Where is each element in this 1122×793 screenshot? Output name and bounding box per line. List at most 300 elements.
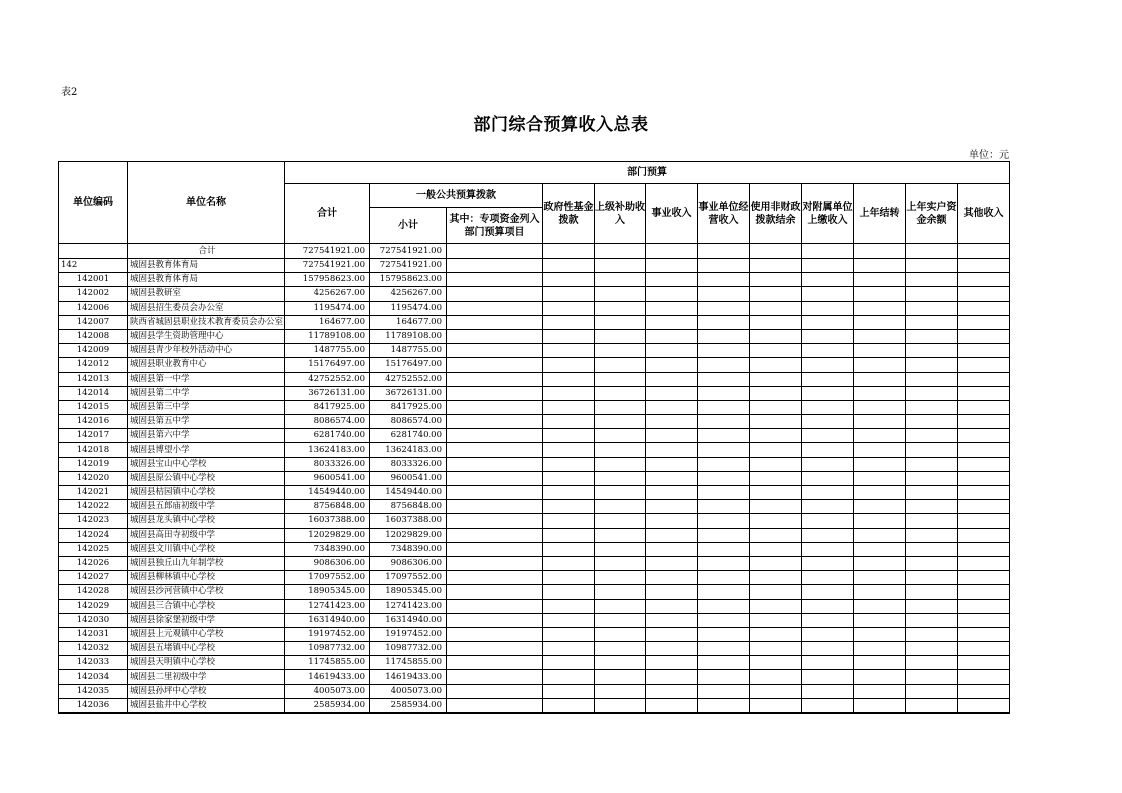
row-name: 城固县独丘山九年制学校 <box>128 556 285 570</box>
row-empty-cell <box>543 429 595 443</box>
row-total: 7348390.00 <box>285 542 370 556</box>
row-empty-cell <box>854 698 906 713</box>
row-empty-cell <box>543 471 595 485</box>
row-total: 16037388.00 <box>285 514 370 528</box>
row-empty-cell <box>802 670 854 684</box>
row-code: 142036 <box>59 698 128 713</box>
row-empty-cell <box>447 358 543 372</box>
row-empty-cell <box>958 259 1010 273</box>
header-code: 单位编码 <box>59 162 128 244</box>
unit-label: 单位：元 <box>969 150 1009 161</box>
row-name: 城固县三合镇中心学校 <box>128 599 285 613</box>
row-empty-cell <box>802 471 854 485</box>
row-empty-cell <box>698 670 750 684</box>
row-empty-cell <box>646 386 698 400</box>
row-empty-cell <box>447 514 543 528</box>
row-empty-cell <box>595 344 646 358</box>
row-total: 727541921.00 <box>285 244 370 259</box>
row-empty-cell <box>543 244 595 259</box>
row-empty-cell <box>646 571 698 585</box>
row-empty-cell <box>595 457 646 471</box>
row-code: 142 <box>59 259 128 273</box>
row-total: 727541921.00 <box>285 259 370 273</box>
row-empty-cell <box>906 329 958 343</box>
row-empty-cell <box>958 556 1010 570</box>
row-empty-cell <box>906 528 958 542</box>
row-empty-cell <box>854 443 906 457</box>
row-subtotal: 727541921.00 <box>370 259 447 273</box>
row-empty-cell <box>595 471 646 485</box>
row-empty-cell <box>802 344 854 358</box>
row-name: 城固县第五中学 <box>128 415 285 429</box>
row-empty-cell <box>958 329 1010 343</box>
row-empty-cell <box>906 457 958 471</box>
row-empty-cell <box>646 528 698 542</box>
row-total: 164677.00 <box>285 315 370 329</box>
row-empty-cell <box>595 429 646 443</box>
row-name: 城固县上元观镇中心学校 <box>128 627 285 641</box>
row-code: 142026 <box>59 556 128 570</box>
row-empty-cell <box>854 358 906 372</box>
budget-income-table <box>58 161 1010 714</box>
row-empty-cell <box>646 627 698 641</box>
row-empty-cell <box>646 400 698 414</box>
row-name: 陕西省城固县职业技术教育委员会办公室 <box>128 315 285 329</box>
row-empty-cell <box>646 287 698 301</box>
row-empty-cell <box>854 571 906 585</box>
row-empty-cell <box>906 656 958 670</box>
row-empty-cell <box>750 500 802 514</box>
row-empty-cell <box>698 500 750 514</box>
row-empty-cell <box>958 627 1010 641</box>
row-subtotal: 14549440.00 <box>370 486 447 500</box>
row-code: 142035 <box>59 684 128 698</box>
row-empty-cell <box>698 386 750 400</box>
row-code: 142016 <box>59 415 128 429</box>
row-subtotal: 11745855.00 <box>370 656 447 670</box>
row-empty-cell <box>906 542 958 556</box>
row-empty-cell <box>595 670 646 684</box>
row-subtotal: 36726131.00 <box>370 386 447 400</box>
row-name: 城固县第一中学 <box>128 372 285 386</box>
row-empty-cell <box>854 471 906 485</box>
row-empty-cell <box>958 415 1010 429</box>
row-empty-cell <box>906 344 958 358</box>
row-empty-cell <box>543 329 595 343</box>
row-empty-cell <box>802 443 854 457</box>
row-empty-cell <box>646 556 698 570</box>
row-total: 157958623.00 <box>285 273 370 287</box>
row-empty-cell <box>906 556 958 570</box>
row-empty-cell <box>646 244 698 259</box>
row-empty-cell <box>698 599 750 613</box>
row-total: 13624183.00 <box>285 443 370 457</box>
row-empty-cell <box>595 259 646 273</box>
row-empty-cell <box>854 656 906 670</box>
row-empty-cell <box>698 514 750 528</box>
row-code: 142006 <box>59 301 128 315</box>
row-empty-cell <box>958 358 1010 372</box>
row-empty-cell <box>802 301 854 315</box>
row-empty-cell <box>802 571 854 585</box>
row-empty-cell <box>595 500 646 514</box>
row-empty-cell <box>646 514 698 528</box>
row-empty-cell <box>595 329 646 343</box>
row-name: 城固县孙坪中心学校 <box>128 684 285 698</box>
row-empty-cell <box>543 415 595 429</box>
row-empty-cell <box>906 486 958 500</box>
row-empty-cell <box>854 301 906 315</box>
row-empty-cell <box>543 599 595 613</box>
row-empty-cell <box>646 415 698 429</box>
row-empty-cell <box>906 287 958 301</box>
row-name: 城固县文川镇中心学校 <box>128 542 285 556</box>
row-subtotal: 1195474.00 <box>370 301 447 315</box>
row-empty-cell <box>906 301 958 315</box>
row-empty-cell <box>802 457 854 471</box>
row-empty-cell <box>854 372 906 386</box>
row-empty-cell <box>750 287 802 301</box>
row-subtotal: 164677.00 <box>370 315 447 329</box>
row-empty-cell <box>750 415 802 429</box>
row-code: 142021 <box>59 486 128 500</box>
row-empty-cell <box>646 358 698 372</box>
row-empty-cell <box>906 684 958 698</box>
row-empty-cell <box>646 315 698 329</box>
row-empty-cell <box>958 599 1010 613</box>
row-empty-cell <box>750 528 802 542</box>
row-empty-cell <box>854 259 906 273</box>
row-subtotal: 9600541.00 <box>370 471 447 485</box>
row-empty-cell <box>802 556 854 570</box>
row-subtotal: 11789108.00 <box>370 329 447 343</box>
row-subtotal: 14619433.00 <box>370 670 447 684</box>
row-empty-cell <box>802 528 854 542</box>
row-name: 城固县教研室 <box>128 287 285 301</box>
table-row <box>59 471 1010 485</box>
table-row <box>59 429 1010 443</box>
header-special-funds: 其中：专项资金列入部门预算项目 <box>447 208 543 244</box>
row-empty-cell <box>958 486 1010 500</box>
row-total: 12741423.00 <box>285 599 370 613</box>
row-empty-cell <box>854 585 906 599</box>
row-empty-cell <box>543 627 595 641</box>
row-name: 城固县桔园镇中心学校 <box>128 486 285 500</box>
row-code: 142012 <box>59 358 128 372</box>
table-row <box>59 656 1010 670</box>
row-empty-cell <box>750 599 802 613</box>
row-empty-cell <box>906 670 958 684</box>
row-empty-cell <box>958 542 1010 556</box>
row-code: 142013 <box>59 372 128 386</box>
row-empty-cell <box>447 471 543 485</box>
row-empty-cell <box>447 372 543 386</box>
row-empty-cell <box>906 443 958 457</box>
row-subtotal: 42752552.00 <box>370 372 447 386</box>
row-code: 142028 <box>59 585 128 599</box>
row-code: 142027 <box>59 571 128 585</box>
row-total: 4005073.00 <box>285 684 370 698</box>
row-empty-cell <box>543 486 595 500</box>
row-empty-cell <box>750 642 802 656</box>
table-row <box>59 287 1010 301</box>
row-name: 城固县学生资助管理中心 <box>128 329 285 343</box>
row-empty-cell <box>698 556 750 570</box>
row-empty-cell <box>854 684 906 698</box>
row-empty-cell <box>958 585 1010 599</box>
row-empty-cell <box>543 457 595 471</box>
row-code: 142009 <box>59 344 128 358</box>
row-empty-cell <box>595 528 646 542</box>
row-total: 15176497.00 <box>285 358 370 372</box>
row-subtotal: 8033326.00 <box>370 457 447 471</box>
row-total: 9086306.00 <box>285 556 370 570</box>
row-code: 142015 <box>59 400 128 414</box>
row-empty-cell <box>750 514 802 528</box>
row-empty-cell <box>543 344 595 358</box>
table-row <box>59 613 1010 627</box>
row-empty-cell <box>698 344 750 358</box>
row-total: 1487755.00 <box>285 344 370 358</box>
row-empty-cell <box>646 301 698 315</box>
table-row <box>59 273 1010 287</box>
row-empty-cell <box>595 556 646 570</box>
row-total: 11745855.00 <box>285 656 370 670</box>
row-empty-cell <box>447 542 543 556</box>
row-empty-cell <box>543 585 595 599</box>
row-empty-cell <box>543 273 595 287</box>
row-empty-cell <box>595 358 646 372</box>
row-empty-cell <box>958 273 1010 287</box>
row-total: 9600541.00 <box>285 471 370 485</box>
row-subtotal: 4005073.00 <box>370 684 447 698</box>
row-empty-cell <box>750 486 802 500</box>
row-empty-cell <box>646 443 698 457</box>
row-code: 142019 <box>59 457 128 471</box>
row-empty-cell <box>543 670 595 684</box>
row-empty-cell <box>802 613 854 627</box>
row-subtotal: 10987732.00 <box>370 642 447 656</box>
row-subtotal: 7348390.00 <box>370 542 447 556</box>
row-empty-cell <box>854 613 906 627</box>
header-prev-actual-balance: 上年实户资金余额 <box>906 184 958 244</box>
row-empty-cell <box>802 259 854 273</box>
row-code: 142008 <box>59 329 128 343</box>
row-subtotal: 9086306.00 <box>370 556 447 570</box>
row-empty-cell <box>958 670 1010 684</box>
header-total: 合计 <box>285 184 370 244</box>
row-empty-cell <box>750 386 802 400</box>
row-total: 42752552.00 <box>285 372 370 386</box>
row-total: 36726131.00 <box>285 386 370 400</box>
row-empty-cell <box>543 386 595 400</box>
row-empty-cell <box>543 642 595 656</box>
row-subtotal: 19197452.00 <box>370 627 447 641</box>
row-name: 城固县第二中学 <box>128 386 285 400</box>
row-empty-cell <box>646 599 698 613</box>
row-empty-cell <box>750 400 802 414</box>
row-empty-cell <box>543 400 595 414</box>
row-empty-cell <box>698 457 750 471</box>
row-empty-cell <box>854 429 906 443</box>
row-empty-cell <box>906 627 958 641</box>
row-empty-cell <box>698 656 750 670</box>
row-subtotal: 157958623.00 <box>370 273 447 287</box>
row-empty-cell <box>958 471 1010 485</box>
row-empty-cell <box>447 486 543 500</box>
row-name: 城固县招生委员会办公室 <box>128 301 285 315</box>
header-superior-subsidy: 上级补助收入 <box>595 184 646 244</box>
row-empty-cell <box>543 287 595 301</box>
table-row <box>59 585 1010 599</box>
row-empty-cell <box>646 684 698 698</box>
row-empty-cell <box>447 457 543 471</box>
row-empty-cell <box>595 599 646 613</box>
row-code: 142034 <box>59 670 128 684</box>
row-name: 城固县徐家堡初级中学 <box>128 613 285 627</box>
row-subtotal: 8417925.00 <box>370 400 447 414</box>
row-name: 城固县五堵镇中心学校 <box>128 642 285 656</box>
header-business-operating: 事业单位经营收入 <box>698 184 750 244</box>
row-empty-cell <box>543 500 595 514</box>
row-empty-cell <box>958 400 1010 414</box>
row-empty-cell <box>906 514 958 528</box>
row-empty-cell <box>646 457 698 471</box>
table-row <box>59 400 1010 414</box>
row-empty-cell <box>595 585 646 599</box>
row-code: 142031 <box>59 627 128 641</box>
row-empty-cell <box>447 571 543 585</box>
row-code: 142002 <box>59 287 128 301</box>
row-empty-cell <box>447 500 543 514</box>
row-empty-cell <box>698 613 750 627</box>
row-subtotal: 15176497.00 <box>370 358 447 372</box>
row-empty-cell <box>750 259 802 273</box>
row-empty-cell <box>543 315 595 329</box>
row-empty-cell <box>750 372 802 386</box>
row-empty-cell <box>447 656 543 670</box>
row-empty-cell <box>958 571 1010 585</box>
row-empty-cell <box>906 471 958 485</box>
row-empty-cell <box>750 670 802 684</box>
header-gov-fund: 政府性基金拨款 <box>543 184 595 244</box>
table-row <box>59 386 1010 400</box>
row-total: 10987732.00 <box>285 642 370 656</box>
row-empty-cell <box>698 571 750 585</box>
row-empty-cell <box>906 400 958 414</box>
row-name: 城固县博望小学 <box>128 443 285 457</box>
row-name: 城固县职业教育中心 <box>128 358 285 372</box>
row-name: 城固县青少年校外活动中心 <box>128 344 285 358</box>
row-empty-cell <box>595 684 646 698</box>
row-empty-cell <box>698 358 750 372</box>
row-empty-cell <box>854 344 906 358</box>
row-name: 城固县盐井中心学校 <box>128 698 285 713</box>
row-code: 142033 <box>59 656 128 670</box>
row-empty-cell <box>958 315 1010 329</box>
row-subtotal: 2585934.00 <box>370 698 447 713</box>
row-name: 城固县龙头镇中心学校 <box>128 514 285 528</box>
table-row <box>59 301 1010 315</box>
table-row <box>59 259 1010 273</box>
row-subtotal: 8086574.00 <box>370 415 447 429</box>
table-row <box>59 556 1010 570</box>
row-empty-cell <box>906 415 958 429</box>
row-empty-cell <box>646 429 698 443</box>
row-empty-cell <box>958 514 1010 528</box>
row-empty-cell <box>802 244 854 259</box>
row-subtotal: 6281740.00 <box>370 429 447 443</box>
row-empty-cell <box>906 571 958 585</box>
row-empty-cell <box>698 244 750 259</box>
row-empty-cell <box>543 358 595 372</box>
row-empty-cell <box>447 259 543 273</box>
row-empty-cell <box>854 244 906 259</box>
row-empty-cell <box>958 372 1010 386</box>
row-empty-cell <box>750 613 802 627</box>
table-row <box>59 358 1010 372</box>
row-empty-cell <box>854 670 906 684</box>
row-empty-cell <box>698 329 750 343</box>
row-empty-cell <box>854 542 906 556</box>
row-empty-cell <box>958 301 1010 315</box>
row-empty-cell <box>543 613 595 627</box>
row-empty-cell <box>906 599 958 613</box>
row-empty-cell <box>958 698 1010 713</box>
row-empty-cell <box>958 528 1010 542</box>
row-empty-cell <box>750 656 802 670</box>
row-empty-cell <box>958 500 1010 514</box>
row-empty-cell <box>958 684 1010 698</box>
row-empty-cell <box>854 386 906 400</box>
row-empty-cell <box>646 486 698 500</box>
row-empty-cell <box>447 301 543 315</box>
row-empty-cell <box>802 329 854 343</box>
row-empty-cell <box>595 486 646 500</box>
row-total: 16314940.00 <box>285 613 370 627</box>
row-empty-cell <box>543 656 595 670</box>
row-empty-cell <box>646 542 698 556</box>
row-empty-cell <box>750 571 802 585</box>
row-empty-cell <box>802 627 854 641</box>
row-empty-cell <box>646 670 698 684</box>
header-dept-budget: 部门预算 <box>285 162 1010 184</box>
row-empty-cell <box>958 344 1010 358</box>
row-empty-cell <box>698 528 750 542</box>
row-empty-cell <box>958 443 1010 457</box>
row-empty-cell <box>543 372 595 386</box>
row-total: 17097552.00 <box>285 571 370 585</box>
row-empty-cell <box>543 684 595 698</box>
row-name: 城固县教育体育局 <box>128 259 285 273</box>
row-empty-cell <box>906 429 958 443</box>
row-empty-cell <box>447 386 543 400</box>
row-empty-cell <box>543 514 595 528</box>
row-code: 142007 <box>59 315 128 329</box>
row-empty-cell <box>906 358 958 372</box>
row-empty-cell <box>854 457 906 471</box>
row-empty-cell <box>447 400 543 414</box>
row-empty-cell <box>750 542 802 556</box>
row-empty-cell <box>802 400 854 414</box>
row-empty-cell <box>698 429 750 443</box>
table-body <box>59 244 1010 714</box>
row-empty-cell <box>595 514 646 528</box>
table-row <box>59 372 1010 386</box>
row-total: 12029829.00 <box>285 528 370 542</box>
row-empty-cell <box>646 273 698 287</box>
row-subtotal: 12741423.00 <box>370 599 447 613</box>
